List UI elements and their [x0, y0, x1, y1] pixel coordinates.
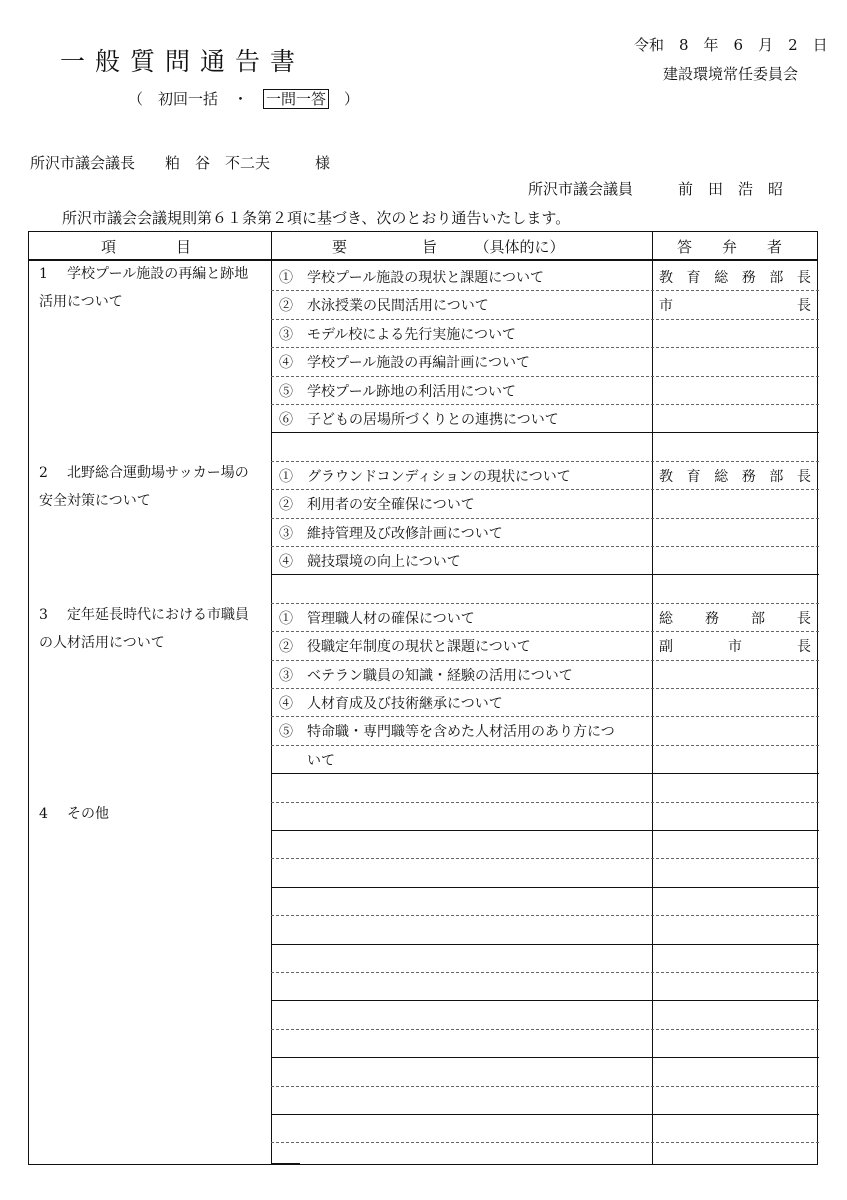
summary-item: いて — [279, 752, 335, 769]
respondent-char: 総 — [659, 610, 673, 627]
header-respondent: 答 弁 者 — [677, 238, 783, 256]
topic-number: 1 — [39, 266, 48, 282]
summary-item: ① グラウンドコンディションの現状について — [279, 468, 571, 485]
respondent-char: 副 — [659, 639, 673, 656]
respondent-char: 部 — [769, 270, 784, 286]
row-rule — [271, 518, 819, 519]
row-rule — [271, 1086, 819, 1087]
row-rule — [271, 972, 819, 973]
notice-table — [28, 231, 818, 1165]
row-rule — [271, 1029, 819, 1030]
respondent-char: 部 — [769, 468, 784, 485]
row-rule — [271, 688, 819, 689]
respondent — [659, 295, 811, 315]
row-rule — [271, 290, 819, 291]
intro-text: 所沢市議会会議規則第６１条第２項に基づき、次のとおり通告いたします。 — [62, 209, 571, 227]
topic-line: 学校プール施設の再編と跡地 — [67, 266, 249, 282]
topic-line: 活用について — [39, 294, 123, 310]
topic-line: の人材活用について — [39, 634, 165, 651]
row-rule — [271, 376, 819, 377]
summary-item: ④ 学校プール施設の再編計画について — [279, 355, 531, 372]
topic-number: 2 — [39, 464, 48, 481]
respondent-char: 長 — [797, 639, 811, 656]
row-rule — [271, 546, 819, 547]
column-divider — [271, 232, 272, 1164]
topic-line: その他 — [67, 805, 109, 822]
row-rule — [271, 944, 819, 945]
respondent-char: 務 — [705, 610, 719, 627]
respondent-char: 務 — [741, 468, 756, 485]
topic-line: 安全対策について — [39, 492, 151, 509]
respondent — [659, 608, 811, 628]
row-rule — [271, 489, 819, 490]
header-item: 項 目 — [101, 238, 192, 256]
row-rule — [271, 915, 819, 916]
row-rule — [271, 830, 819, 831]
row-rule — [271, 319, 819, 320]
respondent-char: 部 — [751, 610, 765, 627]
topic-line: 定年延長時代における市職員 — [67, 606, 249, 623]
respondent-char: 総 — [714, 468, 729, 485]
summary-item: ③ 維持管理及び改修計画について — [279, 525, 503, 542]
sender: 所沢市議会議員 前 田 浩 昭 — [528, 180, 784, 198]
respondent-char: 総 — [714, 270, 729, 286]
topic-item — [39, 459, 249, 515]
row-rule — [271, 432, 819, 433]
document-date: 令和 8 年 6 月 2 日 — [634, 36, 828, 54]
row-rule — [271, 1114, 819, 1115]
row-rule — [271, 887, 819, 888]
topic-number: 4 — [39, 805, 48, 822]
summary-item: ⑤ 学校プール跡地の利活用について — [279, 383, 517, 400]
respondent-char: 長 — [796, 468, 811, 485]
respondent-char: 市 — [659, 298, 673, 315]
respondent-char: 教 — [659, 468, 673, 485]
respondent-char: 育 — [686, 468, 701, 485]
row-rule — [271, 858, 819, 859]
row-rule — [271, 347, 819, 348]
row-rule — [271, 745, 819, 746]
row-rule — [271, 716, 819, 717]
summary-item: ① 学校プール施設の現状と課題について — [279, 270, 545, 286]
summary-item: ② 水泳授業の民間活用について — [279, 298, 489, 315]
row-rule — [271, 603, 819, 604]
method-prefix: （ 初回一括 ・ — [128, 90, 264, 108]
method-selected: 一問一答 — [263, 89, 329, 109]
respondent-char: 長 — [796, 270, 811, 286]
respondent-char: 市 — [728, 639, 742, 656]
summary-item: ② 役職定年制度の現状と課題について — [279, 639, 531, 656]
topic-number: 3 — [39, 606, 48, 623]
topic-item — [39, 260, 248, 316]
respondent — [659, 636, 811, 656]
topic-line: 北野総合運動場サッカー場の — [67, 464, 249, 481]
row-rule — [271, 1142, 819, 1143]
row-rule — [271, 1057, 819, 1058]
committee-name: 建設環境常任委員会 — [663, 65, 799, 83]
summary-item: ⑤ 特命職・専門職等を含めた人材活用のあり方につ — [279, 724, 615, 741]
question-method — [128, 88, 359, 109]
respondent-char: 育 — [686, 270, 701, 286]
row-rule — [271, 660, 819, 661]
topic-item — [39, 601, 249, 657]
respondent-char: 務 — [741, 270, 756, 286]
summary-item: ② 利用者の安全確保について — [279, 497, 475, 514]
summary-item: ⑥ 子どもの居場所づくりとの連携について — [279, 412, 559, 428]
row-rule — [271, 1000, 819, 1001]
respondent-char: 長 — [797, 610, 811, 627]
row-rule — [271, 461, 819, 462]
respondent — [659, 267, 811, 287]
column-divider — [652, 232, 653, 1164]
respondent — [659, 466, 811, 486]
row-rule — [271, 773, 819, 774]
row-rule — [271, 404, 819, 405]
row-rule — [271, 802, 819, 803]
document-title: 一般質問通告書 — [60, 47, 306, 76]
respondent-char: 長 — [797, 298, 811, 315]
row-rule — [271, 631, 819, 632]
summary-item: ③ モデル校による先行実施について — [279, 326, 517, 343]
header-summary: 要 旨 （具体的に） — [332, 238, 565, 256]
summary-item: ① 管理職人材の確保について — [279, 610, 475, 627]
summary-item: ④ 人材育成及び技術継承について — [279, 696, 503, 712]
summary-item: ③ ベテラン職員の知識・経験の活用について — [279, 667, 573, 684]
topic-item — [39, 800, 109, 828]
row-rule — [271, 574, 819, 575]
summary-item: ④ 競技環境の向上について — [279, 554, 461, 570]
addressee: 所沢市議会議長 粕 谷 不二夫 様 — [30, 154, 331, 172]
respondent-char: 教 — [659, 270, 673, 286]
footer-mark — [272, 1163, 300, 1164]
method-suffix: ） — [329, 90, 360, 108]
